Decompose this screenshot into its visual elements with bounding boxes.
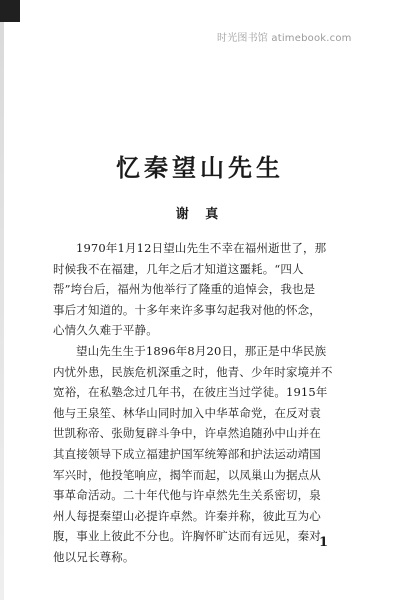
text-line: 1970年1月12日望山先生不幸在福州逝世了，那	[76, 241, 327, 255]
text-line: 帮”垮台后，福州为他举行了隆重的追悼会，我也是	[53, 282, 316, 297]
text-line: 腹，事业上彼此不分也。许胸怀旷达而有远见，秦对	[53, 529, 321, 544]
article-author: 谢 真	[175, 207, 225, 222]
text-line: 望山先生生于1896年8月20日，那正是中华民族	[76, 343, 327, 358]
scan-corner-mark	[0, 0, 20, 22]
text-line: 他与王泉笙、林华山同时加入中华革命党，在反对袁	[53, 405, 321, 420]
text-line: 事后才知道的。十多年来许多事勾起我对他的怀念，	[53, 302, 321, 317]
paragraph	[53, 238, 358, 341]
text-line: 事革命活动。二十年代他与许卓然先生关系密切，泉	[53, 488, 321, 503]
text-line: 他以兄长尊称。	[53, 549, 135, 564]
text-line: 心情久久难于平静。	[53, 323, 158, 338]
text-line: 军兴时，他投笔响应，揭竿而起，以凤巢山为据点从	[53, 467, 321, 482]
paragraph	[53, 341, 358, 568]
text-line: 宽裕，在私塾念过几年书，在彼庄当过学徒。1915年	[53, 385, 328, 400]
article-body	[53, 238, 358, 568]
watermark: 时光图书馆 atimebook.com	[217, 33, 352, 44]
article-title: 忆秦望山先生	[116, 153, 284, 182]
text-line: 世凯称帝、张勋复辟斗争中，许卓然追随孙中山并在	[53, 426, 321, 441]
page-edge-shadow	[0, 0, 4, 600]
text-line: 其直接领导下成立福建护国军统筹部和护法运动靖国	[53, 446, 321, 461]
page-number: 1	[319, 535, 329, 550]
text-line: 内忧外患，民族危机深重之时，他青、少年时家境并不	[53, 364, 333, 379]
text-line: 时候我不在福建，几年之后才知道这噩耗。“四人	[53, 261, 304, 276]
text-line: 州人每提秦望山必提许卓然。许秦并称，彼此互为心	[53, 508, 321, 523]
